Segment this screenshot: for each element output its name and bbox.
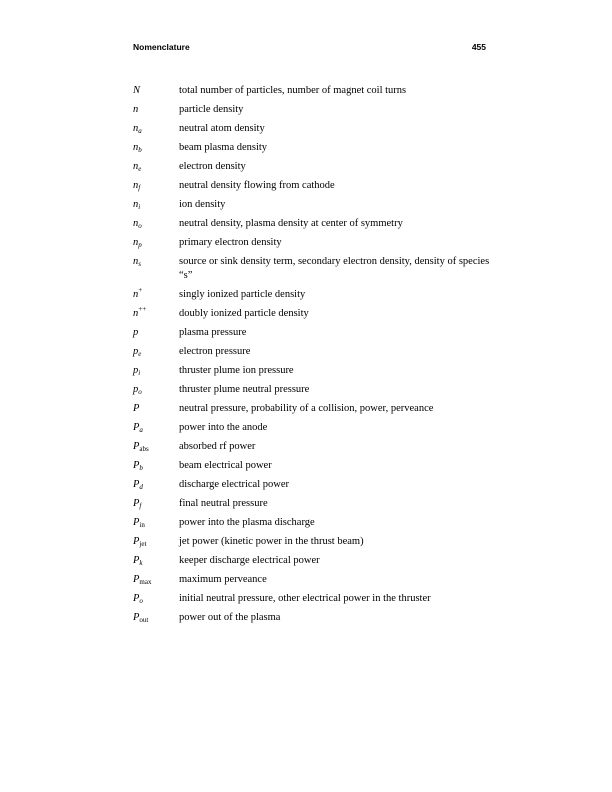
symbol [133, 217, 179, 236]
symbol-subscript: o [138, 388, 142, 396]
symbol [133, 179, 179, 198]
definition: discharge electrical power [179, 479, 289, 490]
symbol-base: P [133, 536, 140, 547]
definition: ion density [179, 199, 226, 210]
definition: neutral density flowing from cathode [179, 180, 335, 191]
nomenclature-entry [133, 198, 493, 217]
nomenclature-entry [133, 364, 493, 383]
symbol-base: P [133, 574, 140, 585]
symbol [133, 421, 179, 440]
symbol [133, 459, 179, 478]
symbol-subscript: max [139, 578, 152, 586]
symbol [133, 516, 179, 535]
symbol [133, 573, 179, 592]
page-number: 455 [471, 42, 486, 52]
nomenclature-entry [133, 402, 493, 421]
nomenclature-list [133, 84, 493, 630]
definition: beam plasma density [179, 142, 268, 153]
definition: beam electrical power [179, 460, 272, 471]
nomenclature-entry [133, 255, 493, 288]
nomenclature-entry [133, 84, 493, 103]
symbol [133, 122, 179, 141]
symbol-subscript: out [139, 616, 149, 624]
symbol [133, 402, 179, 421]
nomenclature-entry [133, 326, 493, 345]
symbol [133, 535, 179, 554]
symbol [133, 326, 179, 345]
symbol [133, 611, 179, 630]
nomenclature-entry [133, 516, 493, 535]
definition: doubly ionized particle density [179, 308, 309, 319]
definition: total number of particles, number of magnet coil turns [179, 85, 407, 96]
definition: power into the plasma discharge [179, 517, 315, 528]
symbol-subscript: jet [139, 540, 147, 548]
symbol [133, 160, 179, 179]
definition: final neutral pressure [179, 498, 268, 509]
nomenclature-entry [133, 288, 493, 307]
nomenclature-entry [133, 611, 493, 630]
symbol-subscript: e [138, 165, 142, 173]
symbol-base: P [133, 612, 140, 623]
symbol-subscript: o [139, 597, 143, 605]
symbol-base: P [133, 498, 140, 509]
symbol [133, 103, 179, 122]
nomenclature-entry [133, 122, 493, 141]
symbol-base: n [133, 199, 139, 210]
definition: power out of the plasma [179, 612, 281, 623]
symbol-base: p [133, 365, 139, 376]
symbol [133, 440, 179, 459]
symbol-subscript: e [138, 350, 142, 358]
symbol-subscript: in [139, 521, 145, 529]
definition: keeper discharge electrical power [179, 555, 320, 566]
symbol [133, 84, 179, 103]
symbol [133, 236, 179, 255]
symbol-subscript: b [139, 464, 143, 472]
nomenclature-entry [133, 160, 493, 179]
symbol-base: n [133, 289, 139, 300]
definition: neutral pressure, probability of a collision, power, perveance [179, 403, 434, 414]
symbol-subscript: k [139, 559, 143, 567]
symbol-subscript: f [139, 502, 142, 510]
definition: electron pressure [179, 346, 251, 357]
symbol [133, 478, 179, 497]
symbol [133, 497, 179, 516]
symbol [133, 141, 179, 160]
nomenclature-entry [133, 573, 493, 592]
symbol-subscript: f [138, 184, 141, 192]
symbol-base: P [133, 517, 140, 528]
symbol-subscript: d [139, 483, 143, 491]
nomenclature-entry [133, 554, 493, 573]
symbol-base: P [133, 422, 140, 433]
symbol-base: p [133, 384, 139, 395]
definition: jet power (kinetic power in the thrust beam) [179, 536, 364, 547]
nomenclature-entry [133, 421, 493, 440]
symbol-subscript: a [139, 426, 143, 434]
definition: plasma pressure [179, 327, 247, 338]
symbol-base: n [133, 256, 139, 267]
nomenclature-entry [133, 217, 493, 236]
nomenclature-entry [133, 103, 493, 122]
symbol [133, 307, 179, 326]
symbol-base: n [133, 180, 139, 191]
definition: maximum perveance [179, 574, 267, 585]
definition: source or sink density term, secondary electron density, density of species “s” [179, 256, 490, 281]
nomenclature-entry [133, 497, 493, 516]
definition: power into the anode [179, 422, 268, 433]
symbol-subscript: a [138, 127, 142, 135]
nomenclature-entry [133, 345, 493, 364]
definition: particle density [179, 104, 244, 115]
symbol-superscript: + [138, 286, 143, 294]
symbol-base: n [133, 308, 139, 319]
symbol-base: p [133, 346, 139, 357]
running-header-title: Nomenclature [133, 42, 190, 52]
nomenclature-entry [133, 440, 493, 459]
definition: thruster plume neutral pressure [179, 384, 310, 395]
symbol [133, 383, 179, 402]
symbol [133, 554, 179, 573]
symbol-base: P [133, 441, 140, 452]
symbol-subscript: i [138, 369, 141, 377]
symbol [133, 198, 179, 217]
symbol-base: n [133, 218, 139, 229]
definition: singly ionized particle density [179, 289, 306, 300]
symbol-subscript: i [138, 203, 141, 211]
symbol-base: P [133, 403, 140, 414]
definition: initial neutral pressure, other electrical power in the thruster [179, 593, 431, 604]
symbol [133, 364, 179, 383]
symbol-base: n [133, 104, 139, 115]
symbol-base: P [133, 593, 140, 604]
symbol-subscript: abs [139, 445, 149, 453]
definition: thruster plume ion pressure [179, 365, 294, 376]
symbol [133, 592, 179, 611]
symbol-base: N [133, 85, 141, 96]
symbol-base: n [133, 237, 139, 248]
symbol-base: P [133, 479, 140, 490]
nomenclature-entry [133, 383, 493, 402]
nomenclature-entry [133, 307, 493, 326]
definition: primary electron density [179, 237, 282, 248]
nomenclature-entry [133, 478, 493, 497]
symbol [133, 345, 179, 364]
symbol-superscript: ++ [138, 305, 147, 313]
definition: absorbed rf power [179, 441, 256, 452]
nomenclature-entry [133, 459, 493, 478]
symbol-base: n [133, 142, 139, 153]
symbol-subscript: p [138, 241, 142, 249]
nomenclature-entry [133, 141, 493, 160]
symbol-subscript: s [138, 260, 141, 268]
nomenclature-entry [133, 535, 493, 554]
symbol-subscript: b [138, 146, 142, 154]
symbol-subscript: o [138, 222, 142, 230]
symbol [133, 255, 179, 288]
symbol-base: n [133, 123, 139, 134]
symbol-base: n [133, 161, 139, 172]
symbol-base: P [133, 555, 140, 566]
symbol-base: p [133, 327, 139, 338]
definition: electron density [179, 161, 246, 172]
definition: neutral density, plasma density at center of symmetry [179, 218, 403, 229]
symbol-base: P [133, 460, 140, 471]
nomenclature-entry [133, 179, 493, 198]
nomenclature-entry [133, 592, 493, 611]
nomenclature-entry [133, 236, 493, 255]
definition: neutral atom density [179, 123, 265, 134]
